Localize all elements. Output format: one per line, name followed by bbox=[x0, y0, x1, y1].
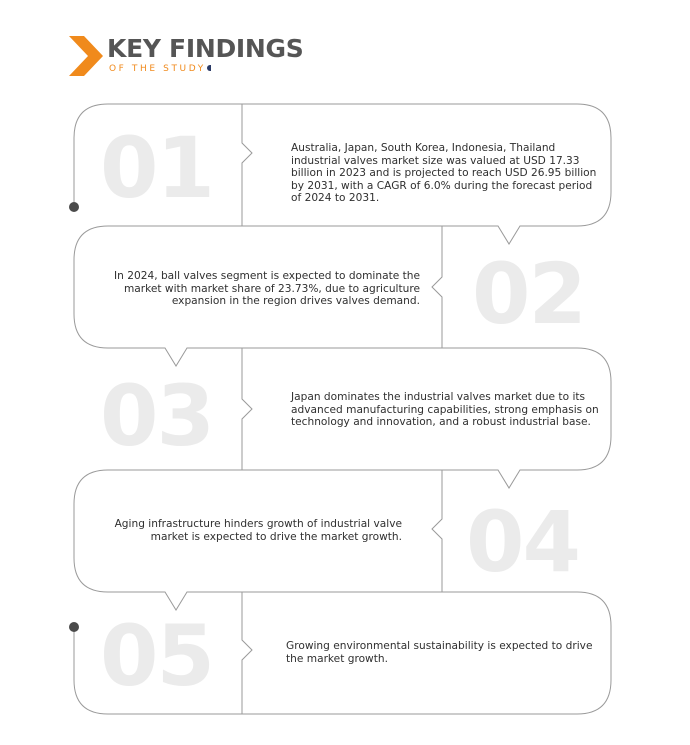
finding-number-5: 05 bbox=[100, 607, 213, 705]
page-subtitle-text: OF THE STUDY bbox=[109, 64, 206, 74]
finding-text-3: Japan dominates the industrial valves market due to its advanced manufacturing capabilities, strong emphasis on technology and innovation, and a robust industrial base. bbox=[291, 391, 599, 428]
finding-number-2: 02 bbox=[472, 245, 585, 343]
finding-number-4: 04 bbox=[466, 493, 579, 591]
finding-1-divider bbox=[242, 104, 252, 226]
finding-number-1: 01 bbox=[100, 119, 213, 217]
finding-text-5: Growing environmental sustainability is expected to drive the market growth. bbox=[286, 640, 593, 665]
page-title: KEY FINDINGS bbox=[107, 34, 304, 63]
finding-2-divider bbox=[432, 226, 442, 348]
finding-text-1: Australia, Japan, South Korea, Indonesia, Thailand industrial valves market size was valued at USD 17.33 billion in 2023 and is projected to reach USD 26.95 billion by 2031, with a CAGR of 6.0% during the forecast period of 2024 to 2031. bbox=[291, 142, 597, 204]
finding-4-divider bbox=[432, 470, 442, 592]
finding-text-2: In 2024, ball valves segment is expected to dominate the market with market share of 23.73%, due to agriculture expansion in the region drives valves demand. bbox=[114, 270, 420, 307]
flow-start-dot bbox=[69, 202, 79, 212]
finding-5-divider bbox=[242, 592, 252, 714]
flow-end-dot bbox=[69, 622, 79, 632]
finding-text-4: Aging infrastructure hinders growth of industrial valve market is expected to drive the market growth. bbox=[114, 518, 402, 543]
finding-3-divider bbox=[242, 348, 252, 470]
finding-number-3: 03 bbox=[100, 367, 213, 465]
